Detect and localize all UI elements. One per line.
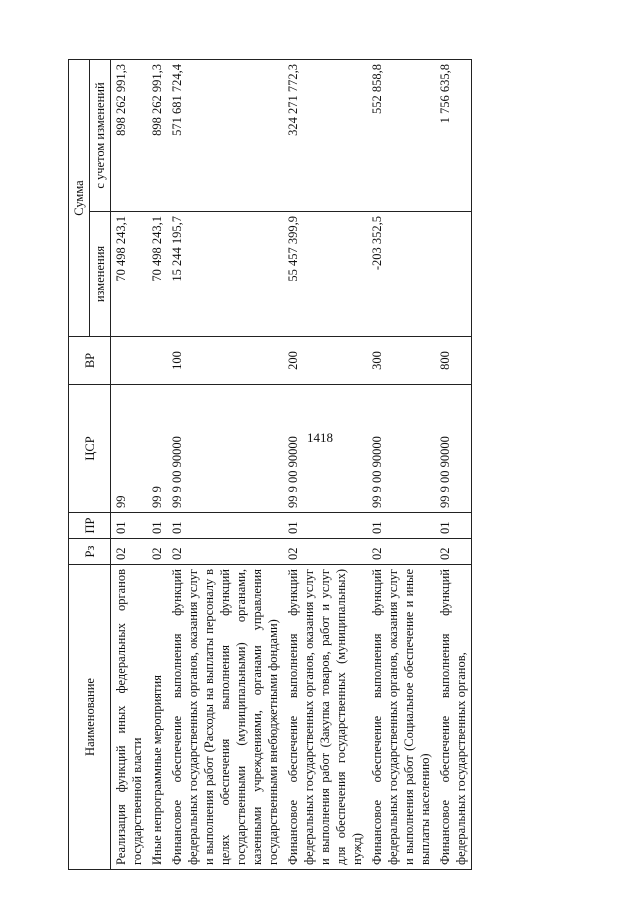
row-name: Финансовое обеспечение выполнения функций федеральных государственных органов, оказания услуг и выполнения работ (Социальное обеспечение и иные выплаты населению) <box>367 565 435 870</box>
row-total: 552 858,8 <box>367 60 435 212</box>
row-pr: 01 <box>435 513 472 539</box>
row-pr: 01 <box>111 513 148 539</box>
row-changes <box>435 212 472 337</box>
row-pr: 01 <box>367 513 435 539</box>
row-csr: 99 <box>111 385 148 513</box>
row-csr: 99 9 00 90000 <box>435 385 472 513</box>
row-name: Финансовое обеспечение выполнения функций федеральных государственных органов, оказания услуг и выполнения работ (Расходы на выплаты персоналу в целях обеспечения выполнения функций государственными (муниципальными) органами, казенными учреждениями, органами управления государственными внебюджетными фондами) <box>167 565 283 870</box>
table-row <box>111 60 148 870</box>
row-changes: 15 244 195,7 <box>167 212 283 337</box>
row-rz: 02 <box>147 539 167 565</box>
table-row <box>147 60 167 870</box>
table-body <box>111 60 472 870</box>
row-total: 1 756 635,8 <box>435 60 472 212</box>
budget-table <box>68 59 472 870</box>
row-changes: 55 457 399,9 <box>283 212 367 337</box>
row-name: Иные непрограммные мероприятия <box>147 565 167 870</box>
row-csr: 99 9 00 90000 <box>167 385 283 513</box>
rotated-page <box>68 60 580 870</box>
row-total: 898 262 991,3 <box>147 60 167 212</box>
row-vr: 100 <box>167 337 283 385</box>
row-changes: -203 352,5 <box>367 212 435 337</box>
row-name: Финансовое обеспечение выполнения функций федеральных государственных органов, оказания услуг и выполнения работ (Закупка товаров, работ и услуг для обеспечения государственных (муниципальных) нужд) <box>283 565 367 870</box>
row-changes: 70 498 243,1 <box>111 212 148 337</box>
row-rz: 02 <box>111 539 148 565</box>
row-pr: 01 <box>147 513 167 539</box>
row-total: 898 262 991,3 <box>111 60 148 212</box>
page-number: 1418 <box>307 430 333 445</box>
row-vr: 800 <box>435 337 472 385</box>
row-name: Финансовое обеспечение выполнения функций федеральных государственных органов, <box>435 565 472 870</box>
row-csr: 99 9 00 90000 <box>283 385 367 513</box>
row-pr: 01 <box>283 513 367 539</box>
header-changes: изменения <box>90 212 111 337</box>
row-rz: 02 <box>435 539 472 565</box>
header-csr: ЦСР <box>69 385 111 513</box>
row-vr: 200 <box>283 337 367 385</box>
table-row <box>283 60 367 870</box>
row-vr: 300 <box>367 337 435 385</box>
table-row <box>167 60 283 870</box>
header-name: Наименование <box>69 565 111 870</box>
row-csr: 99 9 00 90000 <box>367 385 435 513</box>
table-row <box>367 60 435 870</box>
header-pr: ПР <box>69 513 111 539</box>
row-vr <box>147 337 167 385</box>
row-csr: 99 9 <box>147 385 167 513</box>
table-header <box>69 60 111 870</box>
row-changes: 70 498 243,1 <box>147 212 167 337</box>
row-rz: 02 <box>167 539 283 565</box>
table-row <box>435 60 472 870</box>
row-pr: 01 <box>167 513 283 539</box>
row-rz: 02 <box>367 539 435 565</box>
header-with-changes: с учетом изменений <box>90 60 111 212</box>
row-total: 571 681 724,4 <box>167 60 283 212</box>
row-vr <box>111 337 148 385</box>
header-vr: ВР <box>69 337 111 385</box>
header-rz: Рз <box>69 539 111 565</box>
row-total: 324 271 772,3 <box>283 60 367 212</box>
header-sum: Сумма <box>69 60 90 337</box>
row-rz: 02 <box>283 539 367 565</box>
row-name: Реализация функций иных федеральных органов государственной власти <box>111 565 148 870</box>
